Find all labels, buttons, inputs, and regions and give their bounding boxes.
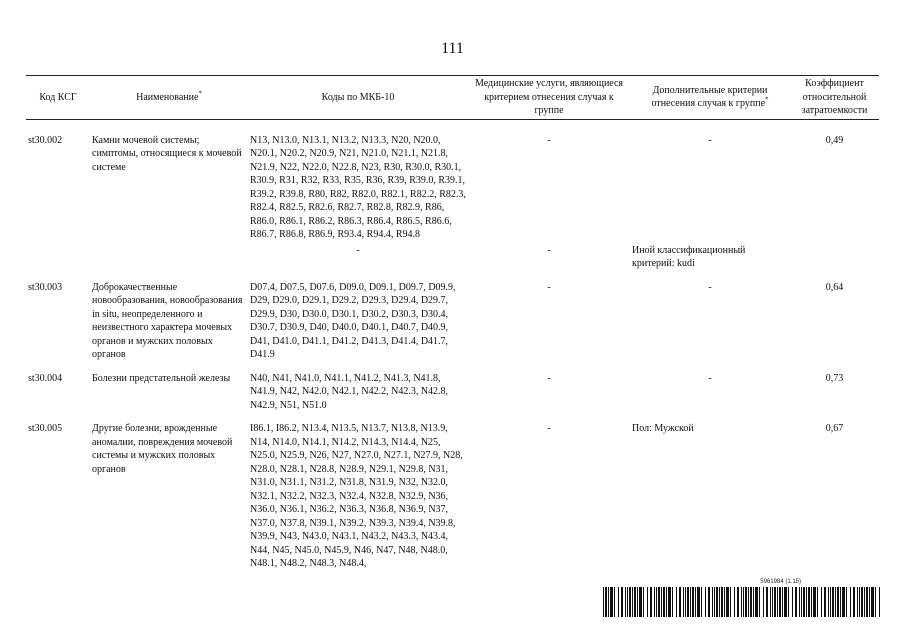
row-coefficient: 0,64 — [825, 281, 844, 293]
extra-footnote-mark: * — [765, 95, 769, 104]
header-extra-criteria: Дополнительные критерии отнесения случая к группе* — [630, 76, 790, 120]
table-row — [26, 412, 879, 571]
row-icd-codes: N13, N13.0, N13.1, N13.2, N13.3, N20, N20.0, N20.1, N20.2, N20.9, N21, N21.0, N21.1, N21.8, N21.9, N22, N22.0, N22.8, N23, R30, R30.0, R30.1, R30.9, R31, R32, R33, R35, R36, R39, R39.0, R39.1, R39.2, R39.8, R80, R82, R82.0, R82.1, R82.2, R82.3, R82.4, R82.5, R82.6, R82.7, R82.8, R82.9, R86, R86.0, R86.1, R86.2, R86.3, R86.4, R86.5, R86.6, R86.7, R86.8, R86.9, R93.4, R94.4, R94.8 — [250, 134, 466, 240]
row-med-services: - — [547, 134, 551, 146]
header-med-services: Медицинские услуги, являющиеся критерием отнесения случая к группе — [468, 76, 630, 120]
row-name: Другие болезни, врожденные аномалии, повреждения мочевой системы и мужских половых органов — [92, 423, 233, 475]
row-icd-codes: - — [356, 244, 360, 256]
header-coefficient: Коэффициент относительной затратоемкости — [790, 76, 879, 120]
table-header-row — [26, 76, 879, 120]
row-coefficient: 0,73 — [825, 372, 844, 384]
row-icd-codes: D07.4, D07.5, D07.6, D09.0, D09.1, D09.7, D09.9, D29, D29.0, D29.1, D29.2, D29.3, D29.4, D29.7, D29.9, D30, D30.0, D30.1, D30.2, D30.3, D30.4, D30.7, D30.9, D40, D40.0, D40.1, D40.7, D40.9, D41, D41.0, D41.1, D41.2, D41.3, D41.4, D41.7, D41.9 — [250, 281, 456, 360]
table-row — [26, 362, 879, 413]
header-code: Код КСГ — [26, 76, 90, 120]
row-extra-criteria: - — [708, 372, 712, 384]
row-name: Камни мочевой системы; симптомы, относящиеся к мочевой системе — [92, 134, 242, 173]
row-med-services: - — [547, 281, 551, 293]
row-icd-codes: I86.1, I86.2, N13.4, N13.5, N13.7, N13.8, N13.9, N14, N14.0, N14.1, N14.2, N14.3, N14.4, N25, N25.0, N25.9, N26, N27, N27.0, N27.1, N27.9, N28, N28.0, N28.1, N28.8, N28.9, N29.1, N29.8, N31, N31.0, N31.1, N31.2, N31.8, N31.9, N32, N32.0, N32.1, N32.2, N32.3, N32.4, N32.8, N32.9, N36, N36.0, N36.1, N36.2, N36.3, N36.8, N36.9, N37, N37.0, N37.8, N39.1, N39.2, N39.3, N39.4, N39.8, N39.9, N43, N43.0, N43.1, N43.2, N43.3, N43.4, N44, N45, N45.0, N45.9, N46, N47, N48, N48.0, N48.1, N48.2, N48.3, N48.4, — [250, 423, 463, 569]
header-name: Наименование* — [90, 76, 248, 120]
row-code — [26, 242, 90, 271]
table-row — [26, 242, 879, 271]
row-coefficient: 0,67 — [825, 423, 844, 434]
name-footnote-mark: * — [198, 89, 202, 98]
row-coefficient: 0,49 — [825, 134, 844, 146]
row-code: st30.003 — [28, 281, 63, 293]
row-name: Доброкачественные новообразования, новообразования in situ, неопределенного и неизвестного характера мочевых органов и мужских половых органов — [92, 281, 243, 360]
row-med-services: - — [547, 244, 551, 256]
ksg-table — [26, 75, 879, 571]
row-name: Болезни предстательной железы — [92, 372, 231, 384]
table-row — [26, 119, 879, 242]
row-extra-criteria: Иной классификационный критерий: kudi — [632, 244, 746, 269]
row-code: st30.005 — [28, 423, 63, 434]
row-code: st30.004 — [28, 372, 63, 384]
barcode — [603, 587, 883, 617]
table-row — [26, 271, 879, 362]
row-med-services: - — [547, 372, 551, 384]
row-code: st30.002 — [28, 134, 63, 146]
row-med-services: - — [547, 423, 551, 434]
row-extra-criteria: - — [708, 281, 712, 293]
page-number: 111 — [441, 40, 464, 57]
barcode-label: 5961984 (1.15) — [760, 579, 801, 585]
row-extra-criteria: Пол: Мужской — [632, 423, 694, 434]
row-extra-criteria: - — [708, 134, 712, 146]
row-coefficient — [790, 242, 879, 271]
row-name — [90, 242, 248, 271]
row-icd-codes: N40, N41, N41.0, N41.1, N41.2, N41.3, N41.8, N41.9, N42, N42.0, N42.1, N42.2, N42.3, N42.8, N42.9, N51, N51.0 — [250, 372, 449, 411]
barcode-block — [603, 579, 883, 617]
header-icd: Коды по МКБ-10 — [248, 76, 468, 120]
